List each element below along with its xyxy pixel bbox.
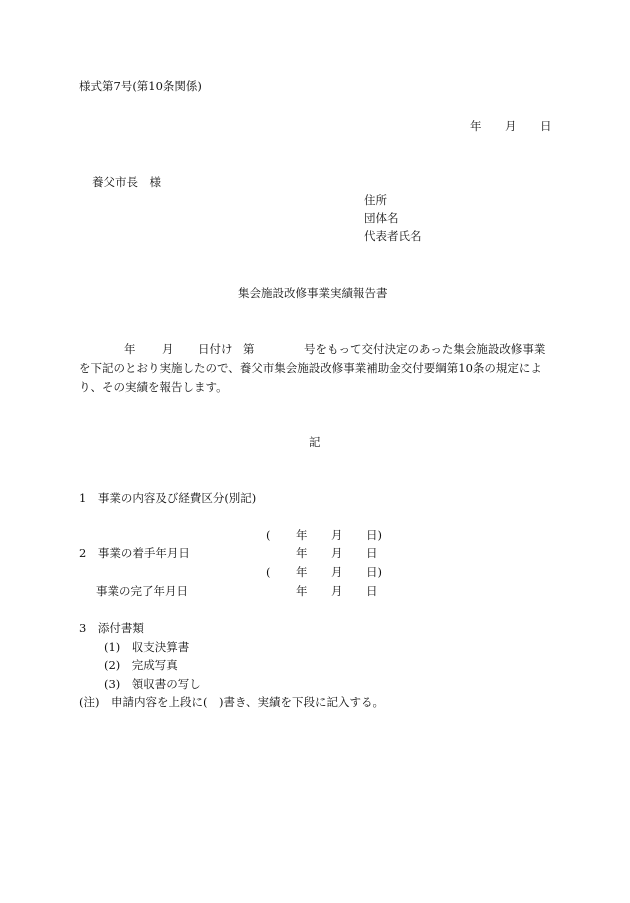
start-actual-year: 年 <box>296 546 308 560</box>
address-label: 住所 <box>364 193 387 207</box>
item-1: 1 事業の内容及び経費区分(別記) <box>79 491 257 505</box>
start-paren-open: ( <box>266 528 271 542</box>
completion-actual-day: 日 <box>366 584 378 598</box>
body-number-prefix: 第 <box>243 342 255 356</box>
representative-label: 代表者氏名 <box>364 229 422 243</box>
ki-heading: 記 <box>309 435 321 449</box>
form-number: 様式第7号(第10条関係) <box>79 79 202 93</box>
start-actual-month: 月 <box>331 546 343 560</box>
body-line1-rest: 号をもって交付決定のあった集会施設改修事業 <box>304 342 546 356</box>
document-title: 集会施設改修事業実績報告書 <box>238 286 388 300</box>
completion-planned-month: 月 <box>331 565 343 579</box>
start-planned-day: 日) <box>366 528 382 542</box>
start-planned-year: 年 <box>296 528 308 542</box>
completion-planned-day: 日) <box>366 565 382 579</box>
item-2-label: 2 事業の着手年月日 <box>79 546 190 560</box>
completion-label: 事業の完了年月日 <box>96 584 188 598</box>
organization-label: 団体名 <box>364 211 399 225</box>
completion-actual-month: 月 <box>331 584 343 598</box>
item-3-label: 3 添付書類 <box>79 621 144 635</box>
completion-paren-open: ( <box>266 565 271 579</box>
date-month: 月 <box>505 119 517 133</box>
addressee: 養父市長 様 <box>92 175 161 189</box>
body-month: 月 <box>162 342 174 356</box>
body-year: 年 <box>124 342 136 356</box>
body-day-dated: 日付け <box>198 342 233 356</box>
completion-planned-year: 年 <box>296 565 308 579</box>
completion-actual-year: 年 <box>296 584 308 598</box>
start-actual-day: 日 <box>366 546 378 560</box>
start-planned-month: 月 <box>331 528 343 542</box>
attachment-3: (3) 領収書の写し <box>104 677 201 691</box>
note: (注) 申請内容を上段に( )書き、実績を下段に記入する。 <box>79 695 384 709</box>
body-line3: り、その実績を報告します。 <box>79 380 228 394</box>
attachment-1: (1) 収支決算書 <box>104 640 190 654</box>
date-day: 日 <box>540 119 552 133</box>
date-year: 年 <box>470 119 482 133</box>
body-line2: を下記のとおり実施したので、養父市集会施設改修事業補助金交付要綱第10条の規定によ <box>79 361 542 375</box>
attachment-2: (2) 完成写真 <box>104 658 178 672</box>
